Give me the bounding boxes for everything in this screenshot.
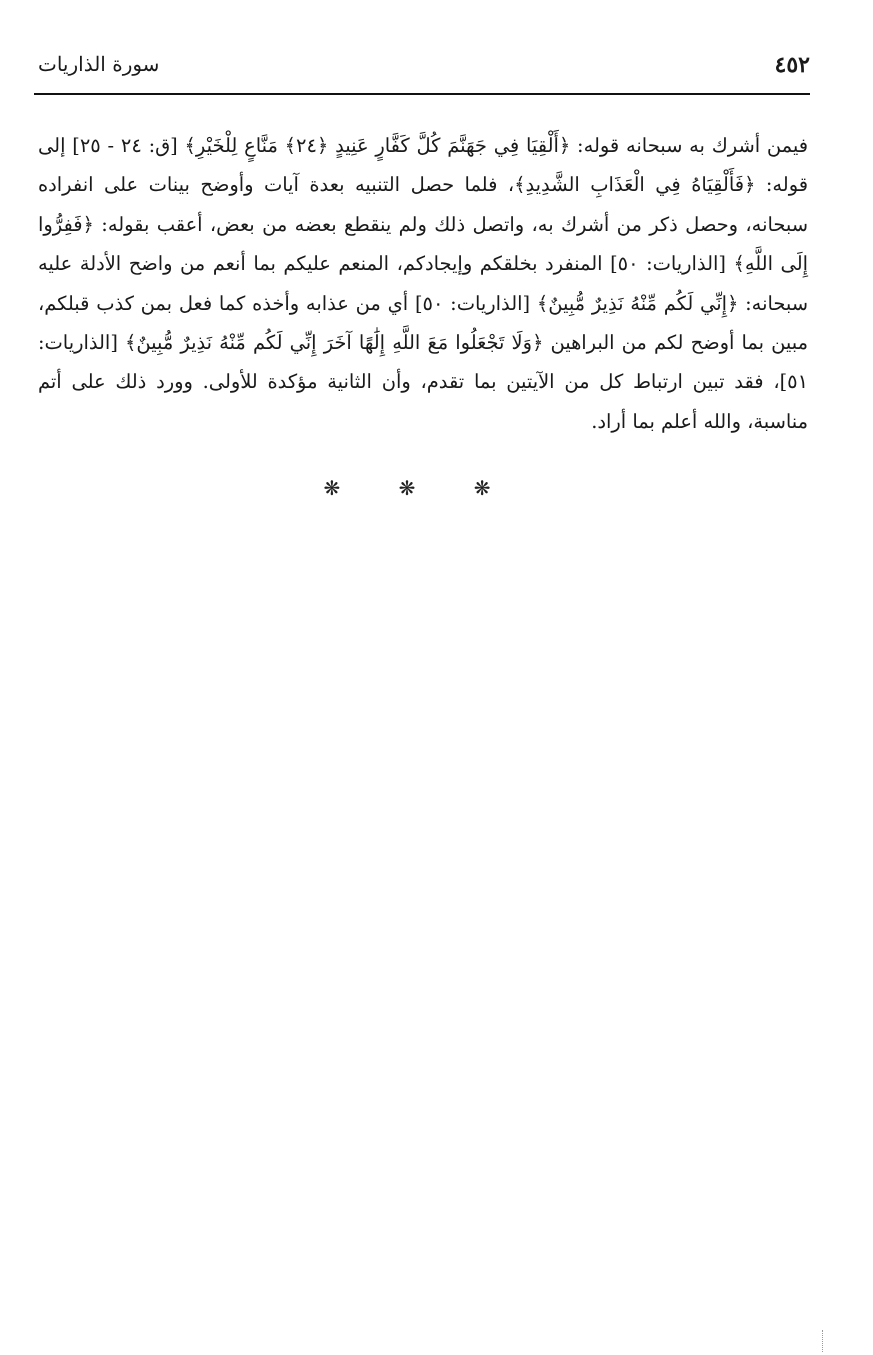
section-separator: ❋ ❋ ❋ <box>323 476 517 500</box>
body-paragraph: فيمن أشرك به سبحانه قوله: ﴿أَلْقِيَا فِي جَهَنَّمَ كُلَّ كَفَّارٍ عَنِيدٍ ﴿٢٤﴾ مَنَّاعٍ لِلْخَيْرِ﴾ [ق: ٢٤ - ٢٥] إلى قوله: ﴿فَأَلْقِيَاهُ فِي الْعَذَابِ الشَّدِيدِ﴾، فلما حصل التنبيه بعدة آيات وأوضح بينات على انفراده سبحانه، وحصل ذكر من أشرك به، واتصل ذلك ولم ينقطع بعضه من بعض، أعقب بقوله: ﴿فَفِرُّوا إِلَى اللَّهِ﴾ [الذاريات: ٥٠] المنفرد بخلقكم وإيجادكم، المنعم عليكم بما أنعم من واضح الأدلة عليه سبحانه: ﴿إِنِّي لَكُم مِّنْهُ نَذِيرٌ مُّبِينٌ﴾ [الذاريات: ٥٠] أي من عذابه وأخذه كما فعل بمن كذب قبلكم، مبين بما أوضح لكم من البراهين ﴿وَلَا تَجْعَلُوا مَعَ اللَّهِ إِلَٰهًا آخَرَ إِنِّي لَكُم مِّنْهُ نَذِيرٌ مُّبِينٌ﴾ [الذاريات: ٥١]، فقد تبين ارتباط كل من الآيتين بما تقدم، وأن الثانية مؤكدة للأولى. وورد ذلك على أتم مناسبة، والله أعلم بما أراد. <box>38 134 809 433</box>
page-header <box>34 48 810 88</box>
page-number: ٤٥٢ <box>774 52 810 78</box>
surah-title: سورة الذاريات <box>38 52 160 76</box>
page-edge-mark <box>822 1330 823 1352</box>
header-divider <box>34 93 810 95</box>
